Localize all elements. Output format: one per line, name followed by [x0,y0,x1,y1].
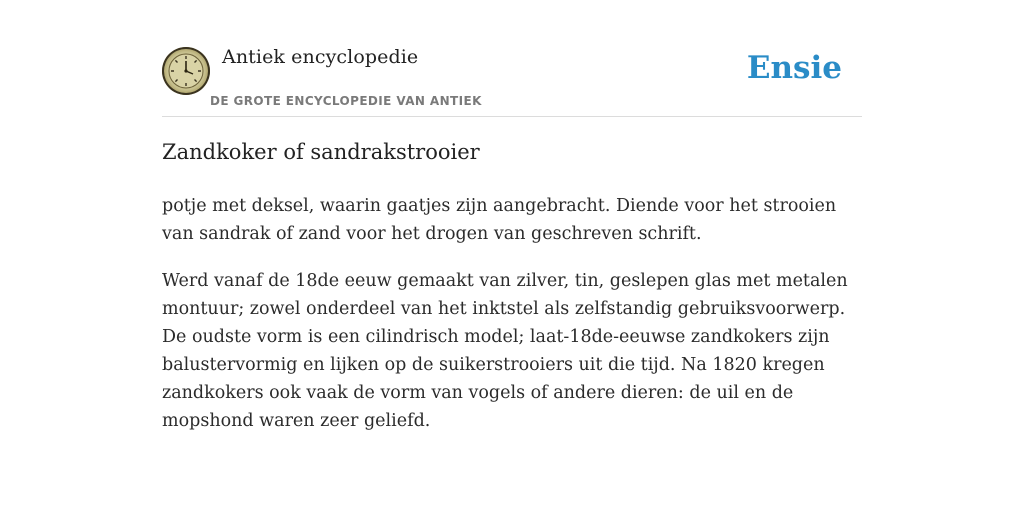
site-title[interactable]: Antiek encyclopedie [222,46,419,68]
article-paragraph: Werd vanaf de 18de eeuw gemaakt van zilver, tin, geslepen glas met metalen montuur; zowel onderdeel van het inktstel als zelfstandig gebruiksvoorwerp. De oudste vorm is een cilindrisch model; laat-18de-eeuwse zandkokers zijn balustervormig en lijken op de suikerstrooiers uit die tijd. Na 1820 kregen zandkokers ook vaak de vorm van vogels of andere dieren: de uil en de mopshond waren zeer geliefd. [162,271,848,431]
clock-icon[interactable] [162,47,210,95]
site-header [162,44,862,117]
article-body [162,192,862,454]
site-subtitle: DE GROTE ENCYCLOPEDIE VAN ANTIEK [210,94,482,108]
brand-logo[interactable]: Ensie [746,50,842,86]
article-title: Zandkoker of sandrakstrooier [162,140,480,164]
article-paragraph: potje met deksel, waarin gaatjes zijn aangebracht. Diende voor het strooien van sandrak of zand voor het drogen van geschreven schrift. [162,196,837,244]
